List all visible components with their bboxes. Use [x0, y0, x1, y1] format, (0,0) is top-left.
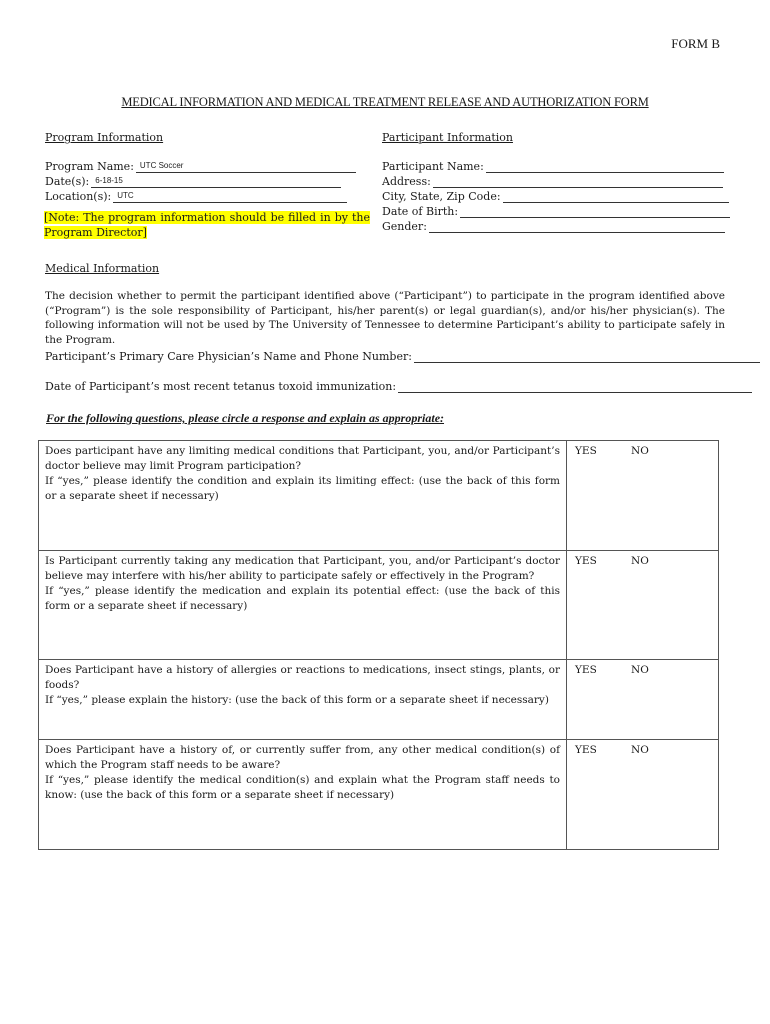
answer-1-yes[interactable]: YES [575, 445, 597, 457]
answer-1-cell [567, 441, 719, 551]
program-name-field[interactable] [136, 161, 356, 173]
answer-4-yes[interactable]: YES [575, 744, 597, 756]
question-4-followup: If “yes,” please identify the medical condition(s) and explain what the Program staff needs to know: (use the back of this form or a separate sheet if necessary) [45, 774, 560, 801]
city-label: City, State, Zip Code: [382, 190, 501, 203]
program-dates-value: 6-18-15 [95, 176, 123, 185]
address-label: Address: [382, 175, 431, 188]
dob-row [382, 205, 730, 218]
program-director-note [44, 210, 370, 240]
gender-row [382, 220, 725, 233]
form-id: FORM B [671, 36, 720, 51]
participant-name-row [382, 160, 724, 173]
participant-name-label: Participant Name: [382, 160, 484, 173]
answer-2-yes[interactable]: YES [575, 555, 597, 567]
address-row [382, 175, 723, 188]
program-dates-label: Date(s): [45, 175, 90, 188]
answer-3-no[interactable]: NO [631, 664, 649, 676]
city-row [382, 190, 729, 203]
question-4-cell [39, 740, 567, 850]
answer-4-no[interactable]: NO [631, 744, 649, 756]
program-name-value: UTC Soccer [139, 161, 184, 170]
circle-instruction: For the following questions, please circle a response and explain as appropriate: [46, 411, 445, 425]
answer-4-cell [567, 740, 719, 850]
program-location-row [45, 190, 347, 203]
gender-label: Gender: [382, 220, 427, 233]
program-location-label: Location(s): [45, 190, 112, 203]
city-field[interactable] [503, 191, 729, 203]
program-location-value: UTC [117, 191, 134, 200]
medical-info-heading: Medical Information [45, 262, 160, 275]
page-title: MEDICAL INFORMATION AND MEDICAL TREATMENT RELEASE AND AUTHORIZATION FORM [121, 95, 649, 109]
question-1-followup: If “yes,” please identify the condition and explain its limiting effect: (use the back of this form or a separate sheet if necessary) [45, 475, 560, 502]
question-1-cell [39, 441, 567, 551]
tetanus-label: Date of Participant’s most recent tetanus toxoid immunization: [45, 380, 397, 393]
program-location-field[interactable] [113, 191, 347, 203]
physician-field[interactable] [414, 351, 760, 363]
physician-label: Participant’s Primary Care Physician’s Name and Phone Number: [45, 350, 412, 363]
program-dates-field[interactable] [91, 176, 341, 188]
gender-field[interactable] [429, 221, 725, 233]
tetanus-row [45, 380, 752, 393]
questions-table [38, 440, 719, 850]
answer-2-no[interactable]: NO [631, 555, 649, 567]
program-name-label: Program Name: [45, 160, 134, 173]
medical-disclaimer: The decision whether to permit the participant identified above (“Participant”) to participate in the program identified above (“Program”) is the sole responsibility of Participant, his/her parent(s) or legal guardian(s), and/or his/her physician(s). The following information will not be used by The University of Tennessee to determine Participant’s ability to participate safely in the Program. [45, 290, 725, 346]
question-row-2 [39, 551, 719, 660]
participant-info-heading: Participant Information [382, 131, 513, 144]
program-name-row [45, 160, 356, 173]
answer-3-yes[interactable]: YES [575, 664, 597, 676]
question-row-1 [39, 441, 719, 551]
question-2-text: Is Participant currently taking any medication that Participant, you, and/or Participant’s doctor believe may interfere with his/her ability to participate safely or effectively in the Program? [45, 555, 560, 582]
question-row-3 [39, 660, 719, 740]
program-info-heading: Program Information [45, 131, 164, 144]
question-1-text: Does participant have any limiting medical conditions that Participant, you, and/or Participant’s doctor believe may limit Program participation? [45, 445, 560, 472]
question-3-followup: If “yes,” please explain the history: (use the back of this form or a separate sheet if necessary) [45, 694, 549, 706]
program-note-text: [Note: The program information should be filled in by the Program Director] [44, 211, 370, 239]
question-3-text: Does Participant have a history of allergies or reactions to medications, insect stings, plants, or foods? [45, 664, 560, 691]
address-field[interactable] [433, 176, 723, 188]
question-2-followup: If “yes,” please identify the medication and explain its potential effect: (use the back of this form or a separate sheet if necessary) [45, 585, 560, 612]
question-row-4 [39, 740, 719, 850]
question-3-cell [39, 660, 567, 740]
participant-name-field[interactable] [486, 161, 724, 173]
answer-2-cell [567, 551, 719, 660]
answer-1-no[interactable]: NO [631, 445, 649, 457]
question-2-cell [39, 551, 567, 660]
program-dates-row [45, 175, 341, 188]
dob-label: Date of Birth: [382, 205, 459, 218]
question-4-text: Does Participant have a history of, or currently suffer from, any other medical condition(s) of which the Program staff needs to be aware? [45, 744, 560, 771]
answer-3-cell [567, 660, 719, 740]
tetanus-field[interactable] [398, 381, 752, 393]
dob-field[interactable] [460, 206, 730, 218]
physician-row [45, 350, 760, 363]
